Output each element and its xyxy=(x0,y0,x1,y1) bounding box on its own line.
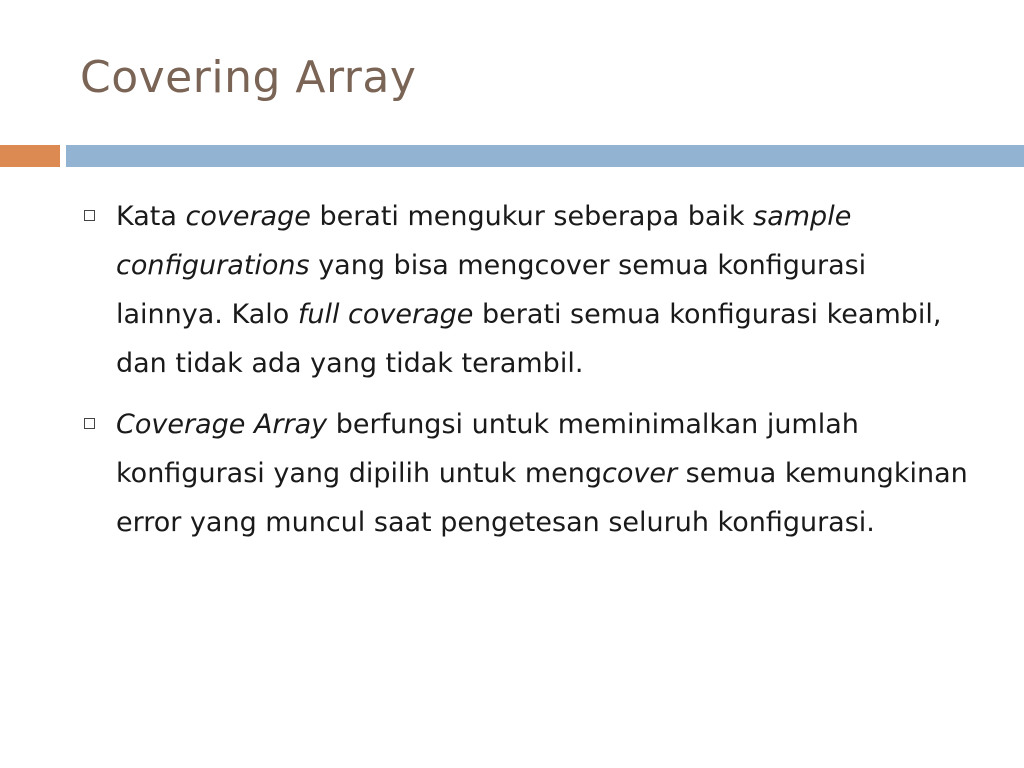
accent-bar-blue xyxy=(66,145,1024,167)
bullet-list xyxy=(80,192,980,559)
text-segment-italic: full coverage xyxy=(297,299,474,330)
text-segment: Kata xyxy=(116,201,186,232)
bullet-text xyxy=(116,192,980,388)
text-segment-italic: cover xyxy=(602,458,678,489)
hollow-square-bullet-icon xyxy=(84,210,95,221)
text-segment: berfungsi untuk meminimalkan jumlah konfigurasi yang dipilih untuk meng xyxy=(116,409,859,489)
hollow-square-bullet-icon xyxy=(84,418,95,429)
text-segment-italic: sample configurations xyxy=(116,201,852,281)
text-segment: semua kemungkinan error yang muncul saat pengetesan seluruh konfigurasi. xyxy=(116,458,968,538)
text-segment-italic: Coverage Array xyxy=(116,409,328,440)
text-segment-italic: coverage xyxy=(185,201,311,232)
slide-title: Covering Array xyxy=(80,52,417,103)
bullet-item xyxy=(80,400,980,547)
bullet-text xyxy=(116,400,980,547)
text-segment: yang bisa mengcover semua konfigurasi lainnya. Kalo xyxy=(116,250,867,330)
text-segment: berati semua konfigurasi keambil, dan tidak ada yang tidak terambil. xyxy=(116,299,942,379)
text-segment: berati mengukur seberapa baik xyxy=(310,201,754,232)
bullet-item xyxy=(80,192,980,388)
accent-bar-orange xyxy=(0,145,60,167)
